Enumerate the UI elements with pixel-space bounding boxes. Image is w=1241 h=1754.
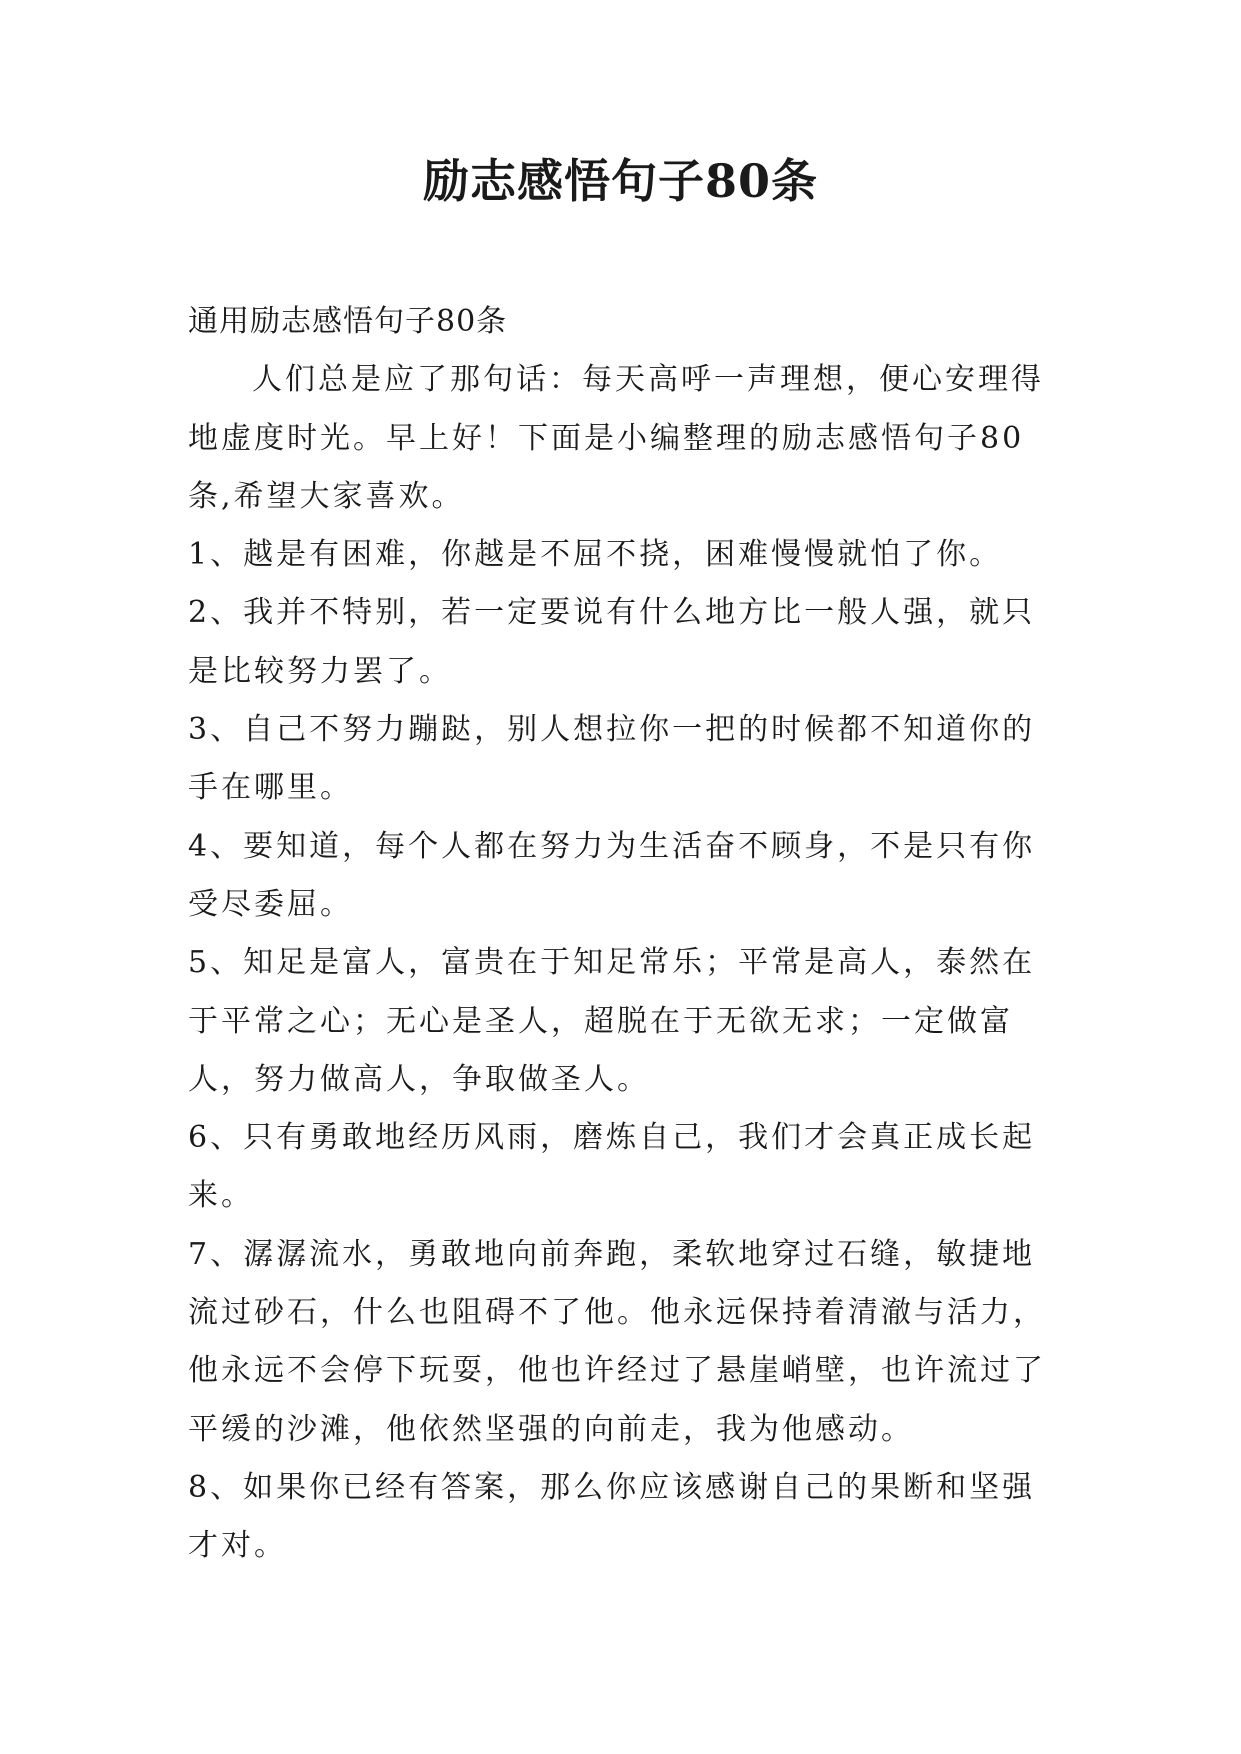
- list-item: 7、潺潺流水，勇敢地向前奔跑，柔软地穿过石缝，敏捷地流过砂石，什么也阻碍不了他。他永远保持着清澈与活力，他永远不会停下玩耍，他也许经过了悬崖峭壁，也许流过了平缓的沙滩，他依然坚强的向前走，我为他感动。: [188, 1236, 1046, 1447]
- document-body: [188, 293, 1048, 1576]
- list-item: 5、知足是富人，富贵在于知足常乐；平常是高人，泰然在于平常之心；无心是圣人，超脱在于无欲无求；一定做富人，努力做高人，争取做圣人。: [188, 945, 1036, 1097]
- document-subtitle: 通用励志感悟句子80条: [188, 304, 508, 339]
- list-item: 8、如果你已经有答案，那么你应该感谢自己的果断和坚强才对。: [188, 1469, 1036, 1564]
- document-title: 励志感悟句子80条: [422, 154, 818, 208]
- intro-paragraph: 人们总是应了那句话：每天高呼一声理想，便心安理得地虚度时光。早上好！下面是小编整理的励志感悟句子80条,希望大家喜欢。: [188, 362, 1044, 514]
- list-item: 3、自己不努力蹦跶，别人想拉你一把的时候都不知道你的手在哪里。: [188, 712, 1036, 806]
- list-item: 6、只有勇敢地经历风雨，磨炼自己，我们才会真正成长起来。: [188, 1120, 1036, 1214]
- list-item: 1、越是有困难，你越是不屈不挠，困难慢慢就怕了你。: [188, 537, 1003, 573]
- list-item: 4、要知道，每个人都在努力为生活奋不顾身，不是只有你受尽委屈。: [188, 828, 1036, 922]
- list-item: 2、我并不特别，若一定要说有什么地方比一般人强，就只是比较努力罢了。: [188, 595, 1036, 689]
